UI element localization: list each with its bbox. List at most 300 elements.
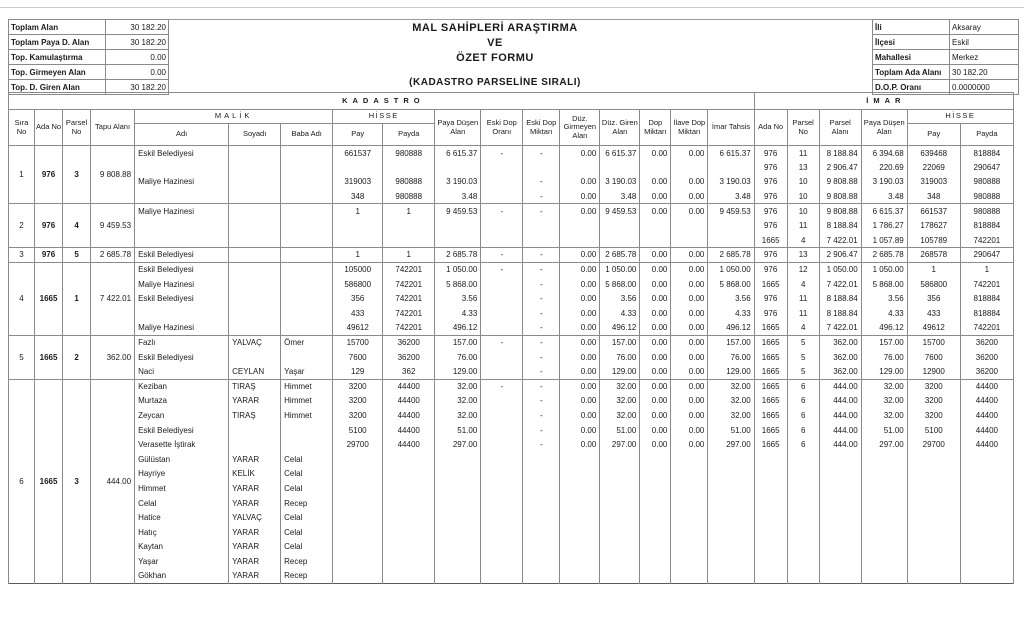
cell-soyadi: TIRAŞ (229, 379, 281, 394)
cell-duz_girmeyen_alan: 0.00 (560, 175, 600, 190)
cell-dop_miktari: 0.00 (640, 394, 671, 409)
cell-paya_dusen: 32.00 (435, 408, 481, 423)
cell-pay: 5100 (333, 423, 383, 438)
cell-payda (383, 233, 435, 248)
cell-imar_ada_no (754, 554, 787, 569)
cell-imar_tahsis: 51.00 (708, 423, 754, 438)
cell-eski_dop_miktari (523, 510, 560, 525)
cell-baba_adi (281, 423, 333, 438)
cell-imar_parsel_no: 10 (787, 175, 819, 190)
cell-soyadi (229, 146, 281, 161)
cell-paya_dusen: 157.00 (435, 335, 481, 350)
cell-ilave_dop_miktari (671, 569, 708, 584)
top-rule (0, 7, 1024, 8)
cell-duz_giren_alan (600, 481, 640, 496)
cell-dop_miktari: 0.00 (640, 423, 671, 438)
cell-eski_dop_orani (481, 496, 523, 511)
table-row (9, 146, 1014, 161)
cell-parsel_no: 3 (63, 146, 91, 204)
cell-imar_parsel_alani: 362.00 (819, 364, 861, 379)
cell-duz_girmeyen_alan (560, 540, 600, 555)
cell-imar_pay: 22069 (907, 160, 960, 175)
cell-payda: 742201 (383, 262, 435, 277)
cell-duz_giren_alan: 32.00 (600, 408, 640, 423)
cell-duz_girmeyen_alan (560, 481, 600, 496)
cell-ilave_dop_miktari (671, 218, 708, 233)
stat-value: 30 182.20 (106, 35, 169, 50)
cell-duz_girmeyen_alan: 0.00 (560, 146, 600, 161)
table-row (9, 291, 1014, 306)
header-eski-dop-orani: Eski Dop Oranı (481, 110, 523, 146)
cell-imar_tahsis: 297.00 (708, 437, 754, 452)
table-row (9, 189, 1014, 204)
cell-imar_pay: 3200 (907, 408, 960, 423)
kadastro-banner: KADASTRO (9, 93, 755, 110)
cell-eski_dop_orani: - (481, 379, 523, 394)
cell-eski_dop_orani (481, 321, 523, 336)
form-subtitle: (KADASTRO PARSELİNE SIRALI) (409, 77, 581, 88)
cell-soyadi: YARAR (229, 481, 281, 496)
cell-eski_dop_orani (481, 467, 523, 482)
cell-imar_tahsis (708, 525, 754, 540)
cell-duz_girmeyen_alan (560, 525, 600, 540)
cell-imar_parsel_no (787, 569, 819, 584)
cell-imar_ada_no: 1665 (754, 335, 787, 350)
cell-soyadi (229, 233, 281, 248)
cell-eski_dop_orani (481, 160, 523, 175)
table-row (9, 350, 1014, 365)
cell-eski_dop_orani (481, 175, 523, 190)
cell-imar_ada_no: 976 (754, 189, 787, 204)
cell-duz_giren_alan: 496.12 (600, 321, 640, 336)
cell-imar_parsel_alani: 2 906.47 (819, 248, 861, 263)
cell-duz_giren_alan (600, 218, 640, 233)
cell-imar_ada_no (754, 540, 787, 555)
cell-ilave_dop_miktari (671, 554, 708, 569)
cell-baba_adi: Recep (281, 496, 333, 511)
cell-imar_parsel_alani: 9 808.88 (819, 189, 861, 204)
cell-baba_adi (281, 160, 333, 175)
cell-soyadi (229, 204, 281, 219)
cell-adi (135, 306, 229, 321)
cell-duz_girmeyen_alan: 0.00 (560, 364, 600, 379)
cell-paya_dusen: 3.48 (435, 189, 481, 204)
cell-payda: 742201 (383, 277, 435, 292)
cell-adi (135, 233, 229, 248)
cell-pay: 7600 (333, 350, 383, 365)
cell-eski_dop_miktari: - (523, 408, 560, 423)
cell-imar_paya_dusen: 6 615.37 (861, 204, 907, 219)
cell-duz_girmeyen_alan: 0.00 (560, 350, 600, 365)
cell-duz_girmeyen_alan: 0.00 (560, 408, 600, 423)
cell-eski_dop_orani (481, 277, 523, 292)
cell-dop_miktari: 0.00 (640, 189, 671, 204)
cell-imar_ada_no (754, 496, 787, 511)
cell-soyadi: YARAR (229, 394, 281, 409)
cell-imar_paya_dusen: 5 868.00 (861, 277, 907, 292)
cell-paya_dusen (435, 554, 481, 569)
cell-imar_parsel_alani (819, 510, 861, 525)
cell-imar_paya_dusen (861, 510, 907, 525)
cell-pay: 1 (333, 204, 383, 219)
cell-ada_no: 976 (35, 146, 63, 204)
cell-imar_paya_dusen: 129.00 (861, 364, 907, 379)
cell-imar_pay (907, 540, 960, 555)
cell-eski_dop_miktari (523, 554, 560, 569)
cell-soyadi: YALVAÇ (229, 510, 281, 525)
cell-baba_adi (281, 218, 333, 233)
cell-eski_dop_orani: - (481, 146, 523, 161)
stat-label: İli (873, 20, 950, 35)
cell-eski_dop_orani: - (481, 204, 523, 219)
header-ilave-dop-miktari: İlave Dop Miktarı (671, 110, 708, 146)
cell-dop_miktari: 0.00 (640, 248, 671, 263)
cell-imar_parsel_alani: 444.00 (819, 423, 861, 438)
cell-soyadi (229, 262, 281, 277)
cell-imar_tahsis (708, 496, 754, 511)
cell-parsel_no: 1 (63, 262, 91, 335)
cell-payda: 1 (383, 204, 435, 219)
cell-duz_girmeyen_alan (560, 452, 600, 467)
cell-imar_ada_no: 1665 (754, 394, 787, 409)
cell-adi: Verasette İştirak (135, 437, 229, 452)
table-row (9, 481, 1014, 496)
cell-duz_giren_alan (600, 525, 640, 540)
cell-baba_adi (281, 189, 333, 204)
cell-ilave_dop_miktari: 0.00 (671, 423, 708, 438)
cell-payda: 44400 (383, 423, 435, 438)
cell-imar_pay: 356 (907, 291, 960, 306)
cell-imar_pay: 433 (907, 306, 960, 321)
cell-duz_girmeyen_alan: 0.00 (560, 437, 600, 452)
cell-soyadi: YARAR (229, 554, 281, 569)
cell-imar_ada_no: 1665 (754, 233, 787, 248)
cell-imar_tahsis (708, 569, 754, 584)
stat-value: Merkez (950, 50, 1019, 65)
stat-label: Mahallesi (873, 50, 950, 65)
cell-imar_ada_no (754, 467, 787, 482)
cell-imar_payda (960, 569, 1013, 584)
cell-baba_adi (281, 306, 333, 321)
cell-adi: Eskil Belediyesi (135, 350, 229, 365)
cell-dop_miktari: 0.00 (640, 335, 671, 350)
cell-imar_ada_no: 1665 (754, 364, 787, 379)
cell-paya_dusen (435, 452, 481, 467)
cell-dop_miktari: 0.00 (640, 262, 671, 277)
cell-eski_dop_miktari: - (523, 394, 560, 409)
cell-imar_payda: 818884 (960, 218, 1013, 233)
cell-imar_parsel_no: 11 (787, 146, 819, 161)
cell-payda: 980888 (383, 146, 435, 161)
cell-baba_adi (281, 204, 333, 219)
table-row (9, 364, 1014, 379)
cell-dop_miktari: 0.00 (640, 408, 671, 423)
stat-value: 30 182.20 (950, 65, 1019, 80)
cell-payda: 742201 (383, 291, 435, 306)
cell-soyadi (229, 277, 281, 292)
cell-dop_miktari: 0.00 (640, 350, 671, 365)
cell-pay (333, 569, 383, 584)
cell-dop_miktari (640, 510, 671, 525)
header-imar-payda: Payda (960, 124, 1013, 146)
cell-dop_miktari (640, 452, 671, 467)
title-line-3: ÖZET FORMU (456, 52, 534, 64)
table-row (9, 569, 1014, 584)
cell-imar_pay (907, 452, 960, 467)
cell-adi: Himmet (135, 481, 229, 496)
cell-dop_miktari: 0.00 (640, 277, 671, 292)
cell-imar_payda: 290647 (960, 248, 1013, 263)
cell-baba_adi: Celal (281, 481, 333, 496)
cell-imar_pay: 105789 (907, 233, 960, 248)
cell-duz_girmeyen_alan (560, 467, 600, 482)
cell-imar_pay: 319003 (907, 175, 960, 190)
table-row (9, 233, 1014, 248)
table-row (9, 379, 1014, 394)
cell-baba_adi: Himmet (281, 408, 333, 423)
cell-soyadi: YARAR (229, 540, 281, 555)
cell-duz_giren_alan: 4.33 (600, 306, 640, 321)
cell-eski_dop_miktari: - (523, 277, 560, 292)
cell-imar_paya_dusen (861, 525, 907, 540)
header-tapu-alani: Tapu Alanı (91, 110, 135, 146)
stat-value: 30 182.20 (106, 20, 169, 35)
cell-adi: Hayriye (135, 467, 229, 482)
cell-ilave_dop_miktari: 0.00 (671, 408, 708, 423)
header-pay: Pay (333, 124, 383, 146)
cell-ilave_dop_miktari: 0.00 (671, 262, 708, 277)
cell-imar_parsel_alani: 444.00 (819, 394, 861, 409)
cell-payda (383, 218, 435, 233)
cell-payda (383, 540, 435, 555)
cell-imar_parsel_alani: 7 422.01 (819, 321, 861, 336)
cell-imar_pay (907, 569, 960, 584)
cell-duz_giren_alan: 32.00 (600, 394, 640, 409)
cell-eski_dop_miktari: - (523, 321, 560, 336)
cell-baba_adi (281, 233, 333, 248)
header-ada-no: Ada No (35, 110, 63, 146)
cell-imar_tahsis: 32.00 (708, 408, 754, 423)
cell-sira_no: 1 (9, 146, 35, 204)
stat-value: Eskil (950, 35, 1019, 50)
cell-adi: Eskil Belediyesi (135, 248, 229, 263)
cell-baba_adi: Recep (281, 554, 333, 569)
cell-ada_no: 976 (35, 248, 63, 263)
cell-imar_pay: 7600 (907, 350, 960, 365)
cell-adi (135, 218, 229, 233)
cell-soyadi: YARAR (229, 525, 281, 540)
cell-imar_pay: 586800 (907, 277, 960, 292)
cell-paya_dusen (435, 218, 481, 233)
cell-paya_dusen: 6 615.37 (435, 146, 481, 161)
cell-paya_dusen (435, 496, 481, 511)
cell-adi: Maliye Hazinesi (135, 277, 229, 292)
cell-imar_payda: 818884 (960, 306, 1013, 321)
stat-label: İlçesi (873, 35, 950, 50)
cell-imar_payda: 742201 (960, 277, 1013, 292)
cell-imar_pay: 12900 (907, 364, 960, 379)
cell-imar_pay (907, 525, 960, 540)
cell-imar_paya_dusen: 32.00 (861, 408, 907, 423)
cell-baba_adi (281, 175, 333, 190)
cell-imar_pay: 5100 (907, 423, 960, 438)
cell-imar_payda (960, 496, 1013, 511)
cell-duz_giren_alan (600, 510, 640, 525)
form-title (140, 21, 850, 88)
table-row (9, 335, 1014, 350)
header-imar-tahsis: İmar Tahsis (708, 110, 754, 146)
cell-imar_parsel_no: 5 (787, 364, 819, 379)
header-duz-giren-alan: Düz. Giren Alan (600, 110, 640, 146)
cell-imar_parsel_alani: 444.00 (819, 379, 861, 394)
cell-imar_parsel_no (787, 496, 819, 511)
table-row (9, 408, 1014, 423)
cell-pay (333, 160, 383, 175)
table-row (9, 277, 1014, 292)
cell-paya_dusen: 3.56 (435, 291, 481, 306)
cell-eski_dop_miktari: - (523, 423, 560, 438)
cell-imar_tahsis (708, 218, 754, 233)
cell-duz_giren_alan (600, 160, 640, 175)
cell-eski_dop_miktari (523, 540, 560, 555)
cell-duz_girmeyen_alan (560, 510, 600, 525)
cell-sira_no: 5 (9, 335, 35, 379)
cell-eski_dop_miktari (523, 467, 560, 482)
header-imar-paya-dusen-alan: Paya Düşen Alan (861, 110, 907, 146)
cell-ilave_dop_miktari (671, 233, 708, 248)
cell-payda (383, 160, 435, 175)
cell-imar_parsel_alani: 1 050.00 (819, 262, 861, 277)
cell-adi: Eskil Belediyesi (135, 146, 229, 161)
cell-baba_adi: Celal (281, 452, 333, 467)
cell-baba_adi (281, 350, 333, 365)
cell-pay (333, 525, 383, 540)
cell-paya_dusen: 2 685.78 (435, 248, 481, 263)
cell-dop_miktari (640, 569, 671, 584)
stat-label: Toplam Paya D. Alan (9, 35, 106, 50)
table-row (9, 204, 1014, 219)
cell-imar_parsel_no: 10 (787, 189, 819, 204)
cell-duz_giren_alan (600, 569, 640, 584)
cell-imar_parsel_no: 4 (787, 233, 819, 248)
stat-row (873, 50, 1019, 65)
cell-payda (383, 569, 435, 584)
cell-dop_miktari: 0.00 (640, 175, 671, 190)
cell-baba_adi (281, 437, 333, 452)
section-banner-row (9, 93, 1014, 110)
cell-ilave_dop_miktari: 0.00 (671, 364, 708, 379)
cell-imar_paya_dusen: 220.69 (861, 160, 907, 175)
cell-pay: 29700 (333, 437, 383, 452)
cell-ada_no: 1665 (35, 262, 63, 335)
table-row (9, 306, 1014, 321)
cell-imar_parsel_alani (819, 569, 861, 584)
stat-value: 0.00 (106, 50, 169, 65)
cell-ilave_dop_miktari: 0.00 (671, 291, 708, 306)
cell-payda: 742201 (383, 321, 435, 336)
cell-imar_tahsis (708, 481, 754, 496)
header-sira-no: Sıra No (9, 110, 35, 146)
stat-row (873, 20, 1019, 35)
cell-imar_ada_no (754, 452, 787, 467)
cell-imar_parsel_alani: 8 188.84 (819, 306, 861, 321)
cell-imar_payda: 1 (960, 262, 1013, 277)
cell-imar_payda: 44400 (960, 423, 1013, 438)
header-eski-dop-miktari: Eski Dop Miktarı (523, 110, 560, 146)
cell-baba_adi: Yaşar (281, 364, 333, 379)
cell-paya_dusen: 32.00 (435, 379, 481, 394)
cell-paya_dusen: 51.00 (435, 423, 481, 438)
cell-imar_paya_dusen (861, 452, 907, 467)
cell-imar_tahsis: 32.00 (708, 379, 754, 394)
cell-imar_tahsis (708, 467, 754, 482)
stat-label: Top. Kamulaştırma (9, 50, 106, 65)
cell-imar_payda: 818884 (960, 146, 1013, 161)
cell-ilave_dop_miktari (671, 496, 708, 511)
cell-imar_parsel_alani: 8 188.84 (819, 218, 861, 233)
cell-soyadi: YARAR (229, 569, 281, 584)
header-duz-girmeyen-alan: Düz. Girmeyen Alan (560, 110, 600, 146)
cell-eski_dop_miktari: - (523, 146, 560, 161)
cell-ilave_dop_miktari: 0.00 (671, 321, 708, 336)
cell-imar_tahsis (708, 452, 754, 467)
cell-paya_dusen: 4.33 (435, 306, 481, 321)
cell-paya_dusen: 496.12 (435, 321, 481, 336)
cell-eski_dop_miktari: - (523, 204, 560, 219)
cell-ilave_dop_miktari (671, 525, 708, 540)
cell-imar_payda (960, 510, 1013, 525)
cell-paya_dusen (435, 569, 481, 584)
cell-eski_dop_orani: - (481, 335, 523, 350)
cell-duz_giren_alan: 297.00 (600, 437, 640, 452)
table-row (9, 321, 1014, 336)
cell-imar_parsel_no (787, 554, 819, 569)
table-row (9, 394, 1014, 409)
cell-baba_adi: Celal (281, 467, 333, 482)
cell-tapu_alani: 7 422.01 (91, 262, 135, 335)
cell-baba_adi: Ömer (281, 335, 333, 350)
cell-paya_dusen: 297.00 (435, 437, 481, 452)
cell-imar_paya_dusen: 1 786.27 (861, 218, 907, 233)
cell-paya_dusen (435, 510, 481, 525)
cell-imar_ada_no: 976 (754, 175, 787, 190)
cell-duz_girmeyen_alan: 0.00 (560, 423, 600, 438)
cell-baba_adi: Himmet (281, 394, 333, 409)
cell-payda: 980888 (383, 189, 435, 204)
cell-imar_paya_dusen: 1 057.89 (861, 233, 907, 248)
cell-ilave_dop_miktari (671, 467, 708, 482)
cell-eski_dop_miktari: - (523, 379, 560, 394)
cell-dop_miktari: 0.00 (640, 364, 671, 379)
cell-imar_paya_dusen (861, 554, 907, 569)
cell-imar_paya_dusen: 51.00 (861, 423, 907, 438)
cell-eski_dop_miktari (523, 525, 560, 540)
cell-duz_girmeyen_alan: 0.00 (560, 248, 600, 263)
cell-imar_parsel_no: 4 (787, 277, 819, 292)
cell-imar_pay: 49612 (907, 321, 960, 336)
cell-dop_miktari: 0.00 (640, 146, 671, 161)
cell-ilave_dop_miktari: 0.00 (671, 175, 708, 190)
cell-dop_miktari (640, 233, 671, 248)
cell-imar_paya_dusen (861, 467, 907, 482)
stat-row (873, 65, 1019, 80)
cell-adi: Murtaza (135, 394, 229, 409)
header-adi: Adı (135, 124, 229, 146)
cell-imar_parsel_no: 11 (787, 291, 819, 306)
cell-imar_paya_dusen: 6 394.68 (861, 146, 907, 161)
cell-duz_girmeyen_alan: 0.00 (560, 379, 600, 394)
header-imar-pay: Pay (907, 124, 960, 146)
